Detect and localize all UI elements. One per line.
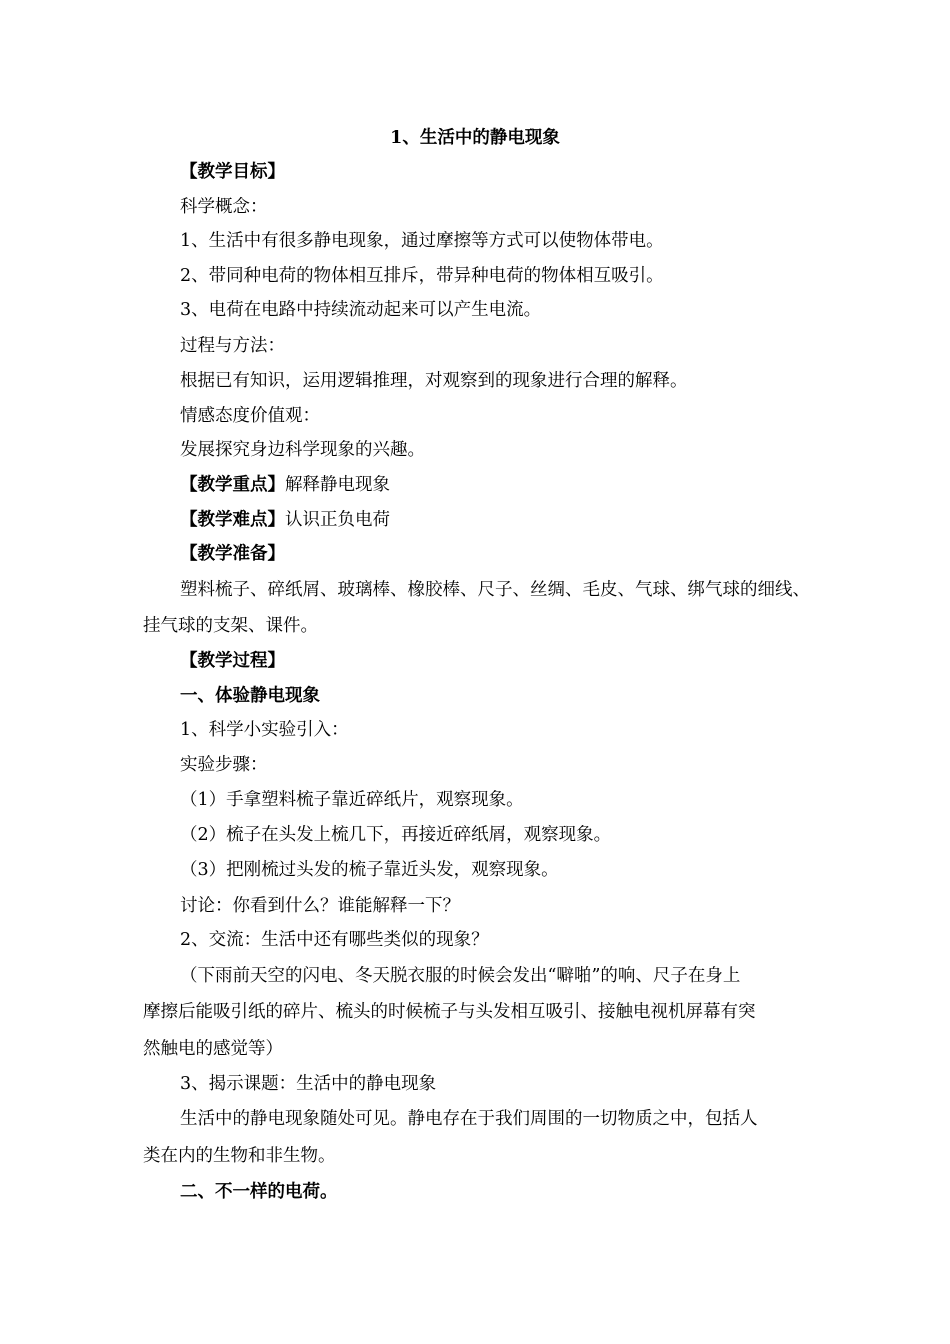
concept-item-3: 3、电荷在电路中持续流动起来可以产生电流。 <box>180 300 542 320</box>
key-point-heading: 【教学重点】 <box>180 475 285 495</box>
experiment-step-2: （2）梳子在头发上梳几下，再接近碎纸屑，观察现象。 <box>180 825 612 845</box>
section-1-heading: 一、体验静电现象 <box>180 686 320 706</box>
step-1: 1、科学小实验引入： <box>180 720 349 740</box>
experiment-steps-label: 实验步骤： <box>180 755 268 775</box>
difficulty-heading: 【教学难点】 <box>180 510 285 530</box>
attitude-label: 情感态度价值观： <box>180 406 320 426</box>
attitude-text: 发展探究身边科学现象的兴趣。 <box>180 440 425 460</box>
summary-line-2: 类在内的生物和非生物。 <box>143 1146 336 1166</box>
concept-item-2: 2、带同种电荷的物体相互排斥，带异种电荷的物体相互吸引。 <box>180 266 664 286</box>
examples-line-2: 摩擦后能吸引纸的碎片、梳头的时候梳子与头发相互吸引、接触电视机屏幕有突 <box>143 1002 756 1022</box>
process-label: 过程与方法： <box>180 336 285 356</box>
difficulty-text: 认识正负电荷 <box>285 510 390 530</box>
step-2: 2、交流：生活中还有哪些类似的现象？ <box>180 930 489 950</box>
examples-line-1: （下雨前天空的闪电、冬天脱衣服的时候会发出“噼啪”的响、尺子在身上 <box>180 966 741 986</box>
prep-heading: 【教学准备】 <box>180 544 285 564</box>
prep-line-2: 挂气球的支架、课件。 <box>143 616 318 636</box>
discussion-text: 讨论：你看到什么？谁能解释一下？ <box>180 896 460 916</box>
process-text: 根据已有知识，运用逻辑推理，对观察到的现象进行合理的解释。 <box>180 371 688 391</box>
process-heading: 【教学过程】 <box>180 651 285 671</box>
experiment-step-1: （1）手拿塑料梳子靠近碎纸片，观察现象。 <box>180 790 524 810</box>
section-2-heading: 二、不一样的电荷。 <box>180 1182 338 1202</box>
examples-line-3: 然触电的感觉等） <box>143 1039 283 1059</box>
experiment-step-3: （3）把刚梳过头发的梳子靠近头发，观察现象。 <box>180 860 559 880</box>
key-point-line <box>180 473 390 497</box>
step-3: 3、揭示课题：生活中的静电现象 <box>180 1074 437 1094</box>
concept-label: 科学概念： <box>180 197 268 217</box>
summary-line-1: 生活中的静电现象随处可见。静电存在于我们周围的一切物质之中，包括人 <box>180 1109 758 1129</box>
prep-line-1: 塑料梳子、碎纸屑、玻璃棒、橡胶棒、尺子、丝绸、毛皮、气球、绑气球的细线、 <box>180 580 810 600</box>
key-point-text: 解释静电现象 <box>285 475 390 495</box>
document-title: 1、生活中的静电现象 <box>390 128 560 148</box>
concept-item-1: 1、生活中有很多静电现象，通过摩擦等方式可以使物体带电。 <box>180 231 664 251</box>
goals-heading: 【教学目标】 <box>180 162 285 182</box>
difficulty-line <box>180 508 390 532</box>
